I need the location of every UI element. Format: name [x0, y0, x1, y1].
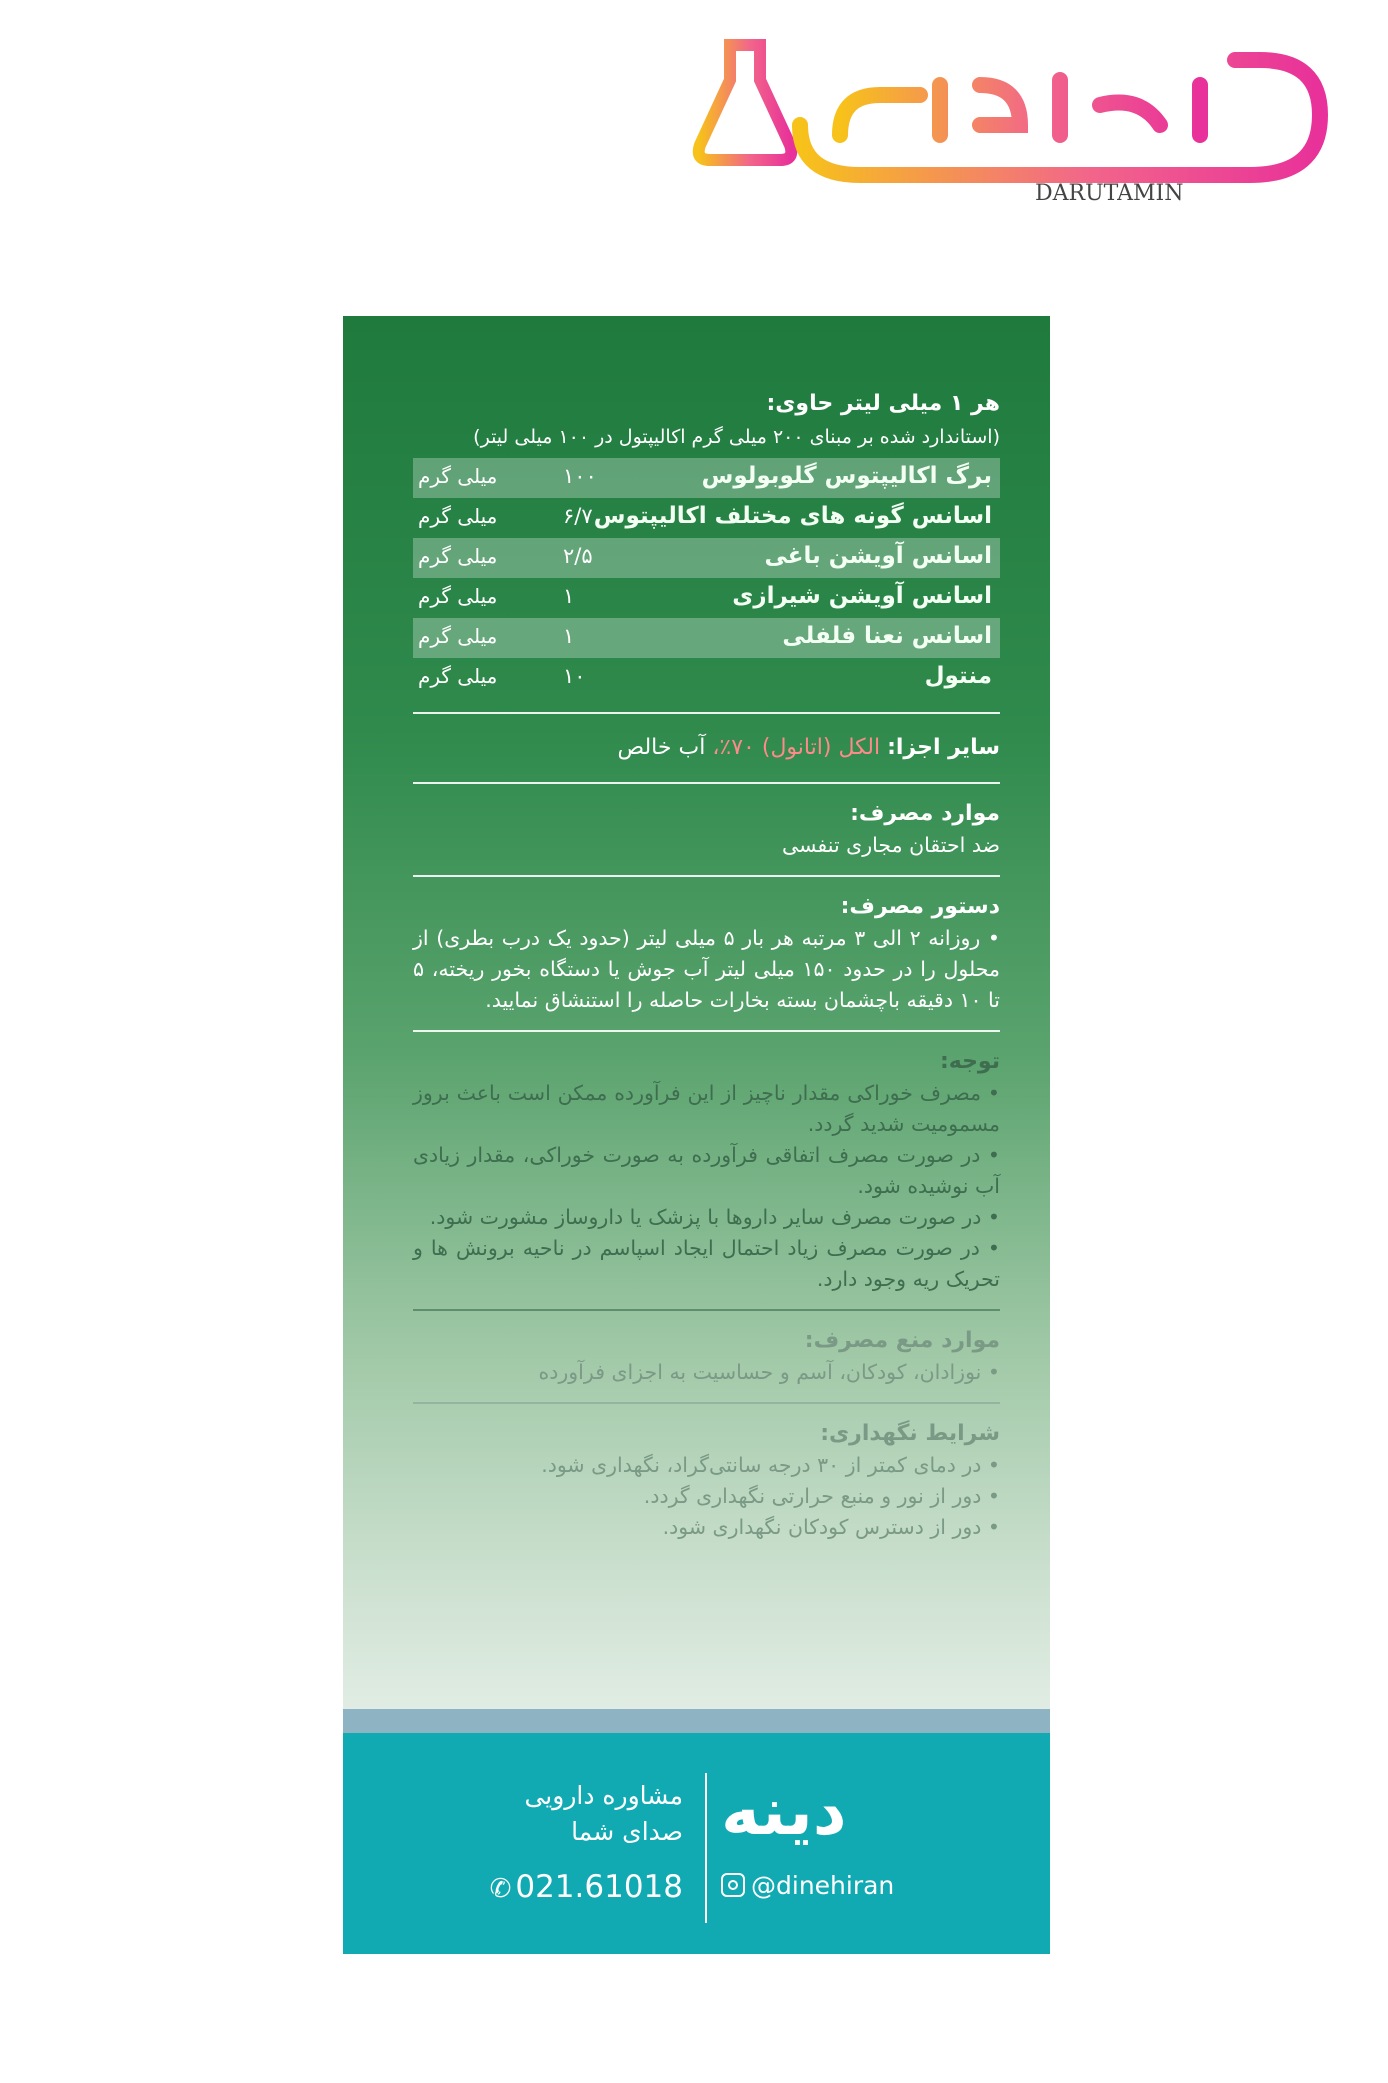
- footer-stripe: [343, 1709, 1050, 1733]
- ingredient-row: [413, 498, 1000, 538]
- contraindications-title: موارد منع مصرف:: [804, 1328, 1000, 1353]
- ingredient-row: [413, 578, 1000, 618]
- instagram-handle[interactable]: [721, 1871, 894, 1900]
- ingredient-unit: میلی گرم: [418, 664, 498, 688]
- ingredient-amount: ۱۰۰: [563, 464, 597, 488]
- instagram-at: @: [751, 1871, 776, 1900]
- warnings-title: توجه:: [939, 1049, 1000, 1074]
- svg-text:DARUTAMIN: DARUTAMIN: [1035, 181, 1184, 206]
- ingredient-name: اسانس نعنا فلفلی: [782, 623, 992, 649]
- darutamin-logo: [690, 25, 1350, 210]
- contraindications-text: • نوزادان، کودکان، آسم و حساسیت به اجزای فرآورده: [538, 1360, 1000, 1384]
- warnings-list: [413, 1078, 1000, 1295]
- ingredient-name: اسانس گونه های مختلف اکالیپتوس: [593, 503, 992, 529]
- storage-item: • در دمای کمتر از ۳۰ درجه سانتی‌گراد، نگهداری شود.: [541, 1453, 1000, 1477]
- contra-storage-section: [413, 1325, 1000, 1543]
- ingredient-amount: ۱: [563, 624, 575, 648]
- consultation-label: [524, 1778, 683, 1850]
- ingredient-name: اسانس آویشن شیرازی: [732, 583, 992, 609]
- storage-list: [413, 1450, 1000, 1543]
- dosage-title: دستور مصرف:: [840, 894, 1000, 919]
- ingredient-row: [413, 618, 1000, 658]
- ingredient-name: اسانس آویشن باغی: [764, 543, 992, 569]
- other-label: سایر اجزا:: [887, 735, 1000, 760]
- storage-item: • دور از نور و منبع حرارتی نگهداری گردد.: [643, 1484, 1000, 1508]
- panel-content: [413, 388, 1000, 1543]
- divider: [413, 875, 1000, 877]
- ingredient-name: منتول: [924, 663, 992, 689]
- composition-heading: هر ۱ میلی لیتر حاوی:: [766, 391, 1000, 416]
- standard-note: (استاندارد شده بر مبنای ۲۰۰ میلی گرم اکالیپتول در ۱۰۰ میلی لیتر): [473, 426, 1000, 448]
- consult-line-1: مشاوره دارویی: [524, 1781, 683, 1810]
- warning-item: • مصرف خوراکی مقدار ناچیز از این فرآورده ممکن است باعث بروز مسمومیت شدید گردد.: [413, 1081, 1000, 1136]
- ingredient-unit: میلی گرم: [418, 584, 498, 608]
- other-ingredients: [413, 728, 1000, 768]
- divider: [413, 1030, 1000, 1032]
- divider: [413, 1309, 1000, 1311]
- phone-icon: ✆: [489, 1874, 512, 1904]
- other-water: آب خالص: [617, 735, 706, 760]
- ingredient-amount: ۲/۵: [563, 544, 593, 568]
- divider: [413, 712, 1000, 714]
- warning-item: • در صورت مصرف زیاد احتمال ایجاد اسپاسم در ناحیه برونش ها و تحریک ریه وجود دارد.: [413, 1236, 1000, 1291]
- ingredient-unit: میلی گرم: [418, 624, 498, 648]
- brand-logo: دینه: [721, 1773, 847, 1850]
- indications-text: ضد احتقان مجاری تنفسی: [782, 833, 1000, 857]
- ingredient-amount: ۱۰: [563, 664, 586, 688]
- ingredient-unit: میلی گرم: [418, 464, 498, 488]
- brand-footer: [343, 1733, 1050, 1954]
- instagram-name: dinehiran: [776, 1871, 895, 1900]
- storage-item: • دور از دسترس کودکان نگهداری شود.: [662, 1515, 1000, 1539]
- divider: [413, 782, 1000, 784]
- warning-item: • در صورت مصرف سایر داروها با پزشک یا داروساز مشورت شود.: [429, 1205, 1000, 1229]
- consult-line-2: صدای شما: [571, 1817, 683, 1846]
- ingredient-unit: میلی گرم: [418, 544, 498, 568]
- ingredient-unit: میلی گرم: [418, 504, 498, 528]
- ingredient-row: [413, 458, 1000, 498]
- phone-number[interactable]: [490, 1869, 683, 1905]
- storage-title: شرایط نگهداری:: [820, 1421, 1000, 1446]
- divider: [413, 1402, 1000, 1404]
- ingredient-row: [413, 538, 1000, 578]
- ingredient-row: [413, 658, 1000, 698]
- phone-text: 021.61018: [515, 1869, 683, 1905]
- footer-divider: [705, 1773, 707, 1923]
- indications-title: موارد مصرف:: [850, 801, 1000, 826]
- ingredient-amount: ۶/۷: [563, 504, 593, 528]
- warning-item: • در صورت مصرف اتفاقی فرآورده به صورت خوراکی، مقدار زیادی آب نوشیده شود.: [413, 1143, 1000, 1198]
- ingredient-amount: ۱: [563, 584, 575, 608]
- instagram-icon: [721, 1873, 745, 1897]
- warnings-section: [413, 1046, 1000, 1311]
- dosage-text: • روزانه ۲ الی ۳ مرتبه هر بار ۵ میلی لیتر (حدود یک درب بطری) از محلول را در حدود ۱۵۰ میلی لیتر آب جوش یا دستگاه بخور ریخته، ۵ تا ۱۰ دقیقه باچشمان بسته بخارات حاصله را استنشاق نمایید.: [413, 926, 1000, 1012]
- product-back-panel: [343, 316, 1050, 1954]
- logo-graphic: [690, 25, 1350, 210]
- other-alcohol: الکل (اتانول) ۷۰٪،: [712, 735, 881, 760]
- ingredient-name: برگ اکالیپتوس گلوبولوس: [701, 463, 992, 489]
